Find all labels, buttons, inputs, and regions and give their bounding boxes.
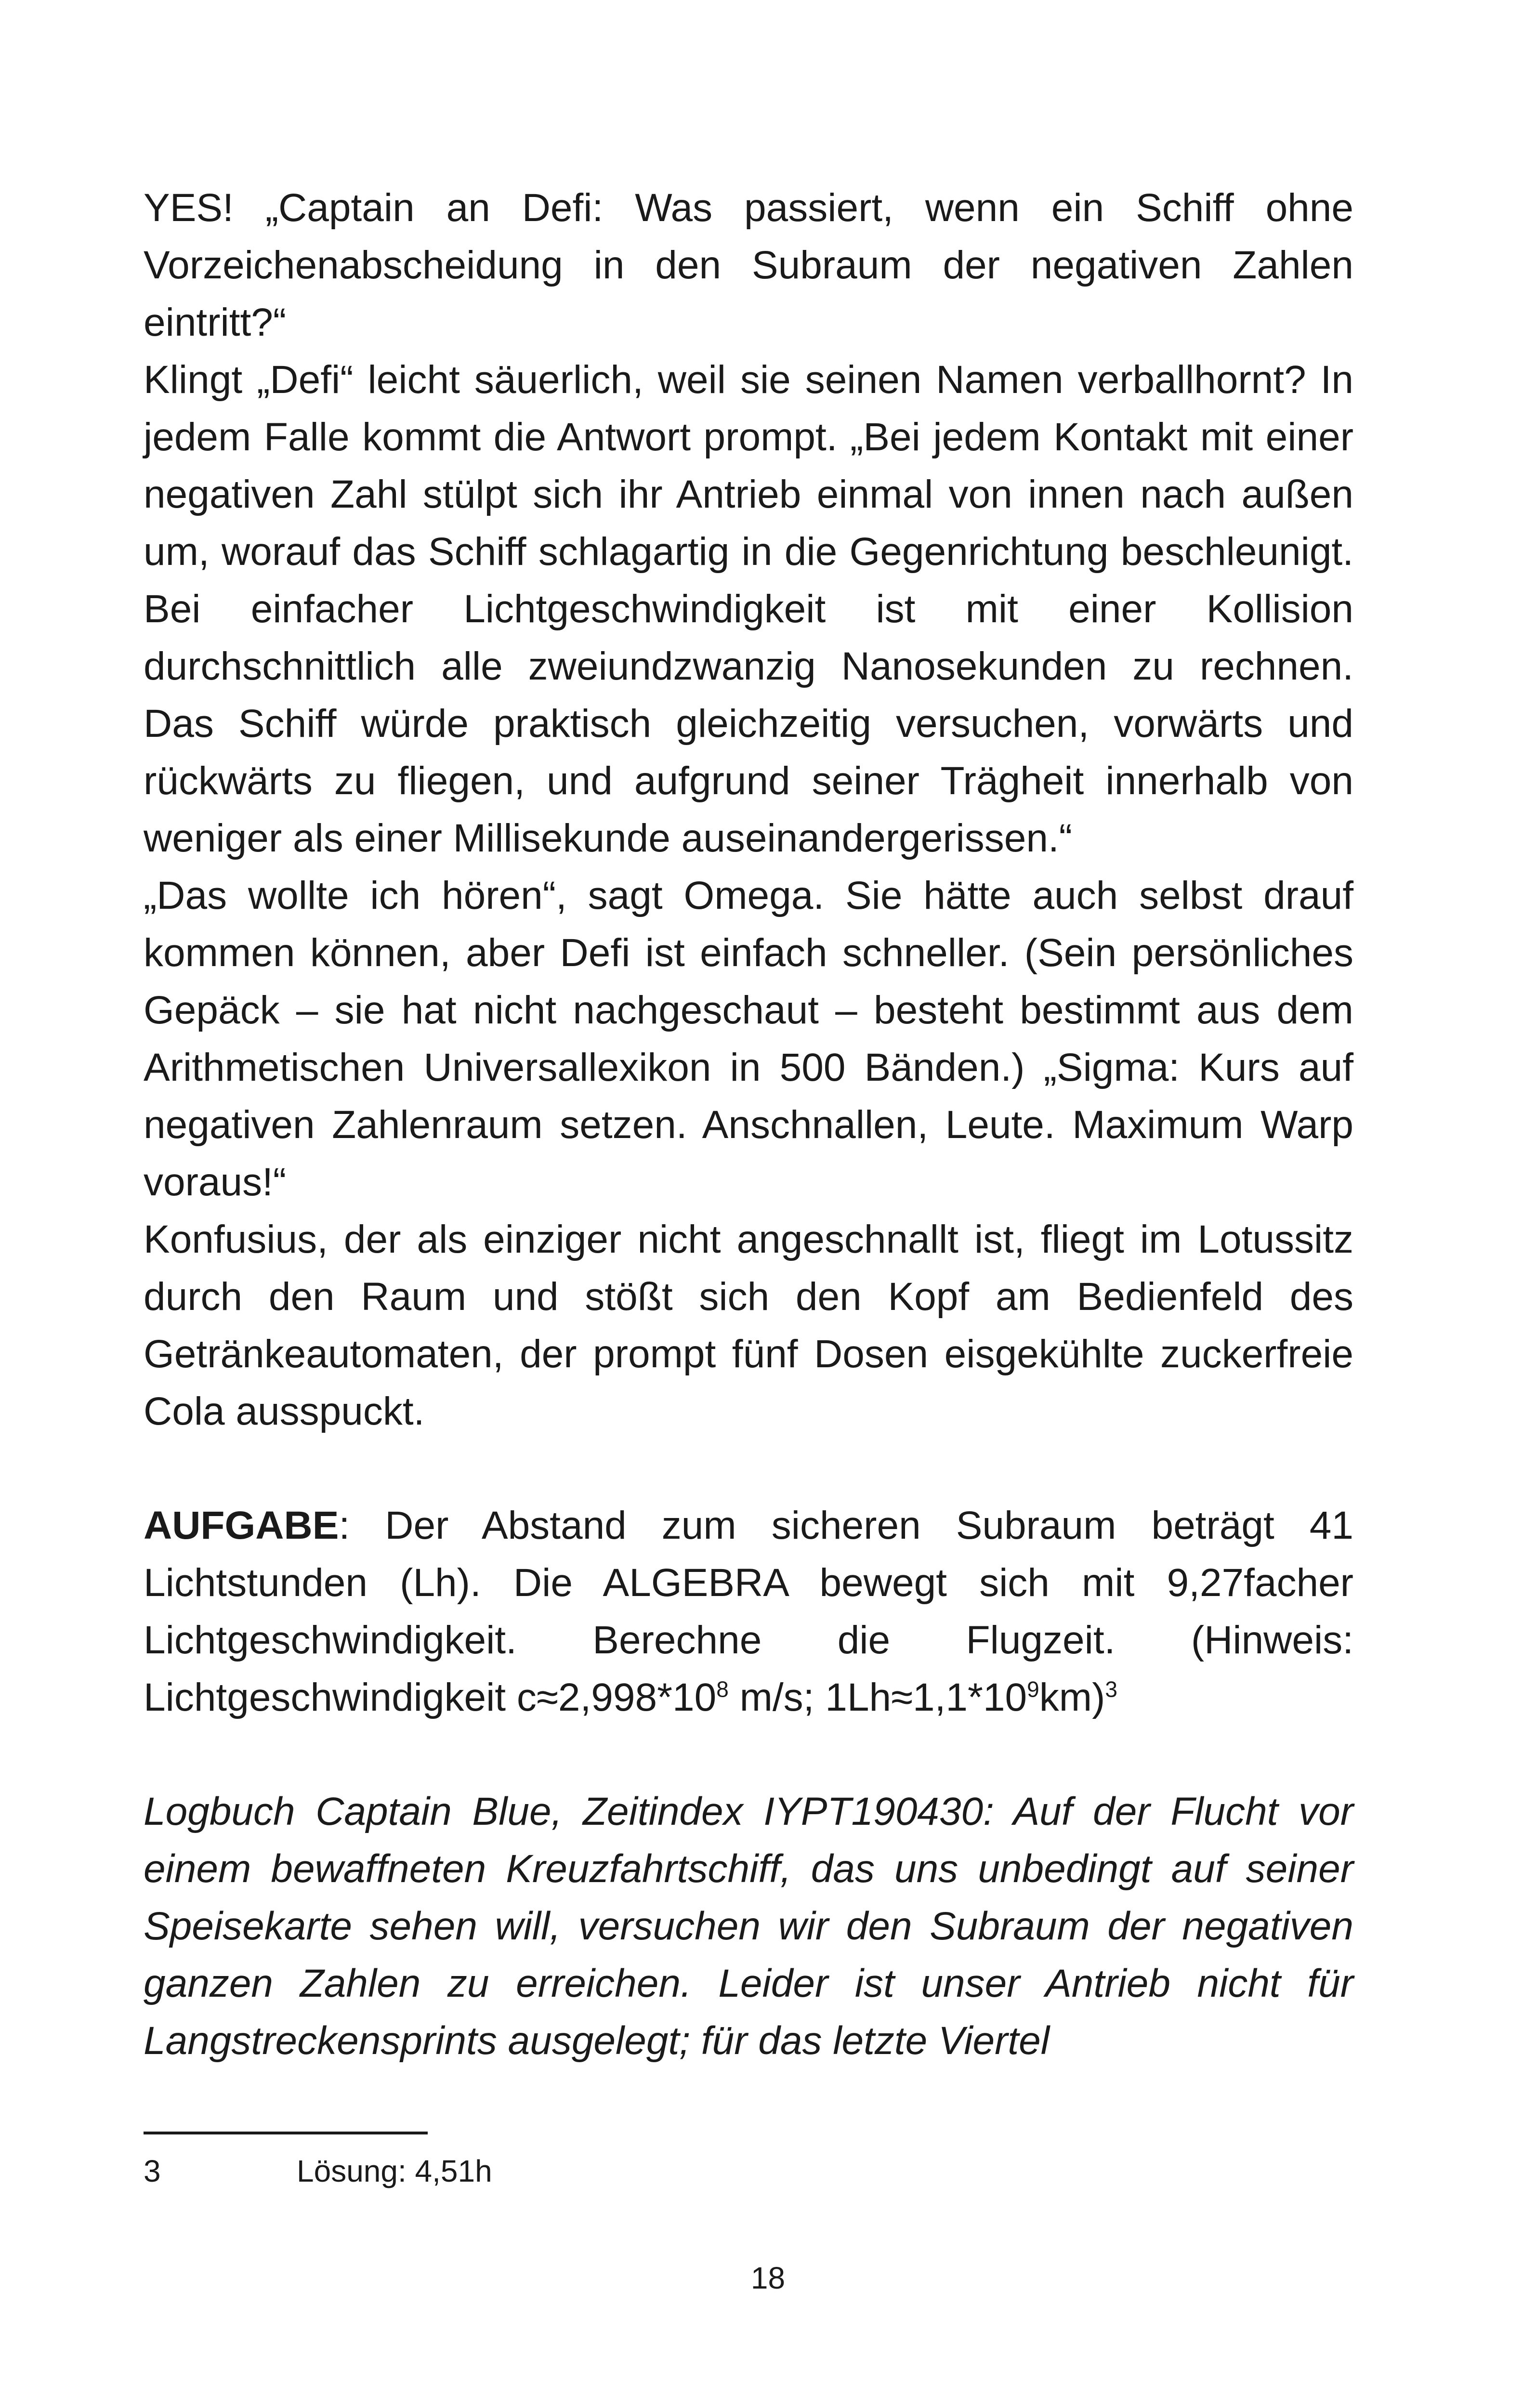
task-text: : Der Abstand zum sicheren Subraum beträgt 41 Lichtstunden (Lh). Die ALGEBRA bewegt sich mit 9,27facher Lichtgeschwindigkeit. Berechne die Flugzeit. (Hinweis: Lichtgeschwindigkeit c≈2,998*10 [144,1504,1353,1719]
page-number: 18 [750,2261,786,2295]
footnote-number: 3 [144,2154,161,2188]
footnote [144,2152,492,2190]
paragraph: YES! „Captain an Defi: Was passiert, wenn ein Schiff ohne Vorzeichenabscheidung in den Subraum der negativen Zahlen eintritt?“ [144,186,1353,344]
task-text: km) [1039,1675,1105,1719]
footnote-separator [144,2132,428,2134]
story-text [144,179,1353,1440]
task-label: AUFGABE [144,1504,339,1547]
footnote-text: Lösung: 4,51h [297,2154,492,2188]
exponent: 8 [716,1676,729,1702]
footnote-reference: 3 [1105,1676,1117,1702]
logbook-paragraph: Logbuch Captain Blue, Zeitindex IYPT190430: Auf der Flucht vor einem bewaffneten Kreuzfahrtschiff, das uns unbedingt auf seiner Speisekarte sehen will, versuchen wir den Subraum der negativen ganzen Zahlen zu erreichen. Leider ist unser Antrieb nicht für Langstreckensprints ausgelegt; für das letzte Viertel [144,1790,1353,2063]
paragraph: Klingt „Defi“ leicht säuerlich, weil sie seinen Namen verballhornt? In jedem Falle kommt die Antwort prompt. „Bei jedem Kontakt mit einer negativen Zahl stülpt sich ihr Antrieb einmal von innen nach außen um, worauf das Schiff schlagartig in die Gegenrichtung beschleunigt. Bei einfacher Lichtgeschwindigkeit ist mit einer Kollision durchschnittlich alle zweiundzwanzig Nanosekunden zu rechnen. Das Schiff würde praktisch gleichzeitig versuchen, vorwärts und rückwärts zu fliegen, und aufgrund seiner Trägheit innerhalb von weniger als einer Millisekunde auseinandergerissen.“ [144,358,1353,860]
task-paragraph [144,1497,1353,1726]
task-text: m/s; 1Lh≈1,1*10 [728,1675,1027,1719]
page-content [144,179,1353,2069]
paragraph: Konfusius, der als einziger nicht angeschnallt ist, fliegt im Lotussitz durch den Raum und stößt sich den Kopf am Bedienfeld des Getränkeautomaten, der prompt fünf Dosen eisgekühlte zuckerfreie Cola ausspuckt. [144,1217,1353,1433]
spacer [144,1726,1353,1783]
spacer [144,1440,1353,1497]
exponent: 9 [1027,1676,1039,1702]
paragraph: „Das wollte ich hören“, sagt Omega. Sie hätte auch selbst drauf kommen können, aber Defi ist einfach schneller. (Sein persönliches Gepäck – sie hat nicht nachgeschaut – besteht bestimmt aus dem Arithmetischen Universallexikon in 500 Bänden.) „Sigma: Kurs auf negativen Zahlenraum setzen. Anschnallen, Leute. Maximum Warp voraus!“ [144,874,1353,1204]
